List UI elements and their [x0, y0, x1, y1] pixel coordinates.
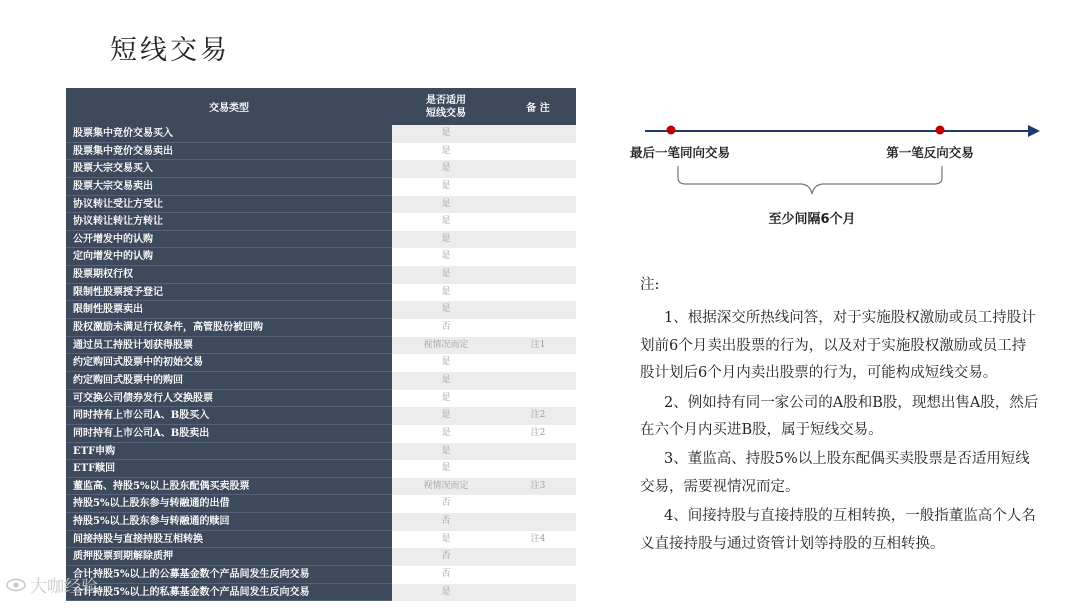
row-type-cell: 股权激励未满足行权条件，高管股份被回购	[66, 319, 392, 337]
table-row	[66, 425, 576, 443]
row-note-cell: 注2	[500, 407, 576, 425]
row-applies-cell: 是	[441, 463, 451, 474]
watermark-text: 大咖经验	[30, 577, 98, 597]
row-type-cell: 质押股票到期解除质押	[66, 548, 392, 566]
note-item-4: 4、间接持股与直接持股的互相转换，一般指董监高个人名义直接持股与通过资管计划等持股的互相转换。	[640, 508, 1036, 552]
table-row	[66, 548, 576, 566]
row-applies-cell: 否	[441, 498, 451, 509]
row-note-cell	[500, 390, 576, 408]
table-row	[66, 178, 576, 196]
row-applies-cell: 是	[441, 216, 451, 227]
row-type-cell: 限制性股票授予登记	[66, 284, 392, 302]
row-applies-cell: 是	[441, 286, 451, 297]
table-row	[66, 319, 576, 337]
table-row	[66, 143, 576, 161]
table-row	[66, 301, 576, 319]
row-note-cell: 注4	[530, 533, 546, 544]
row-type-cell: 股票大宗交易卖出	[66, 178, 392, 196]
table-row	[66, 337, 576, 355]
row-note-cell	[500, 354, 576, 372]
header-applies-line2: 短线交易	[426, 107, 466, 119]
row-type-cell: 同时持有上市公司A、B股卖出	[66, 425, 392, 443]
row-type-cell: 公开增发中的认购	[66, 231, 392, 249]
row-applies-cell: 是	[392, 160, 500, 178]
row-type-cell: 股票集中竞价交易卖出	[66, 143, 392, 161]
row-applies-cell: 是	[441, 533, 451, 544]
row-note-cell	[500, 319, 576, 337]
row-note-cell	[500, 231, 576, 249]
row-applies-cell: 是	[392, 196, 500, 214]
table-row	[66, 566, 576, 584]
row-type-cell: 合计持股5%以上的私募基金数个产品间发生反向交易	[66, 584, 392, 602]
row-type-cell: 约定购回式股票中的初始交易	[66, 354, 392, 372]
row-note-cell	[500, 460, 576, 478]
row-type-cell: 合计持股5%以上的公募基金数个产品间发生反向交易	[66, 566, 392, 584]
row-type-cell: ETF申购	[66, 443, 392, 461]
row-applies-cell: 视情况而定	[392, 478, 500, 496]
row-note-cell	[500, 495, 576, 513]
row-type-cell: 股票大宗交易买入	[66, 160, 392, 178]
watermark	[6, 572, 98, 597]
table-row	[66, 407, 576, 425]
row-note-cell	[500, 443, 576, 461]
timeline-diagram	[600, 100, 1060, 240]
row-applies-cell: 是	[392, 301, 500, 319]
left-event-label: 最后一笔同向交易	[629, 145, 731, 160]
row-note-cell	[500, 566, 576, 584]
row-type-cell: 协议转让受让方受让	[66, 196, 392, 214]
table-row	[66, 443, 576, 461]
table-row	[66, 513, 576, 531]
row-applies-cell: 是	[392, 443, 500, 461]
row-note-cell	[500, 160, 576, 178]
note-item-1: 1、根据深交所热线问答，对于实施股权激励或员工持股计划前6个月卖出股票的行为，以及对于实施股权激励或员工持股计划后6个月内卖出股票的行为，可能构成短线交易。	[640, 310, 1036, 382]
eye-icon	[6, 578, 26, 592]
trade-type-table	[66, 88, 576, 601]
table-row	[66, 372, 576, 390]
row-type-cell: 通过员工持股计划获得股票	[66, 337, 392, 355]
row-note-cell: 注3	[500, 478, 576, 496]
row-type-cell: 限制性股票卖出	[66, 301, 392, 319]
row-type-cell: 股票期权行权	[66, 266, 392, 284]
table-row	[66, 284, 576, 302]
row-note-cell	[500, 513, 576, 531]
table-row	[66, 125, 576, 143]
row-note-cell	[500, 248, 576, 266]
table-header	[66, 88, 576, 125]
row-note-cell	[500, 584, 576, 602]
row-type-cell: 可交换公司债券发行人交换股票	[66, 390, 392, 408]
row-applies-cell: 否	[441, 569, 451, 580]
header-applies	[392, 88, 500, 125]
row-note-cell	[500, 301, 576, 319]
row-applies-cell: 视情况而定	[392, 337, 500, 355]
timeline-arrow-icon	[1028, 125, 1040, 137]
row-type-cell: 间接持股与直接持股互相转换	[66, 531, 392, 549]
row-applies-cell: 是	[441, 427, 451, 438]
note-item-3: 3、董监高、持股5%以上股东配偶买卖股票是否适用短线交易，需要视情况而定。	[640, 451, 1030, 495]
header-applies-line1: 是否适用	[426, 94, 466, 106]
table-row	[66, 478, 576, 496]
row-type-cell: ETF赎回	[66, 460, 392, 478]
row-applies-cell: 是	[441, 251, 451, 262]
row-applies-cell: 是	[392, 266, 500, 284]
row-applies-cell: 是	[441, 357, 451, 368]
row-note-cell	[500, 125, 576, 143]
row-note-cell	[500, 284, 576, 302]
row-applies-cell: 是	[392, 584, 500, 602]
table-row	[66, 390, 576, 408]
row-applies-cell: 是	[392, 125, 500, 143]
table-row	[66, 460, 576, 478]
table-row	[66, 231, 576, 249]
row-applies-cell: 是	[392, 407, 500, 425]
row-type-cell: 定向增发中的认购	[66, 248, 392, 266]
table-row	[66, 196, 576, 214]
row-note-cell	[500, 548, 576, 566]
row-applies-cell: 是	[441, 180, 451, 191]
row-type-cell: 持股5%以上股东参与转融通的出借	[66, 495, 392, 513]
header-type: 交易类型	[209, 103, 249, 114]
row-type-cell: 协议转让转让方转让	[66, 213, 392, 231]
note-item-2: 2、例如持有同一家公司的A股和B股，现想出售A股，然后在六个月内买进B股，属于短线交易。	[640, 394, 1039, 439]
row-note-cell	[500, 196, 576, 214]
row-note-cell	[500, 178, 576, 196]
notes-heading: 注:	[640, 277, 660, 293]
table-row	[66, 266, 576, 284]
right-event-label: 第一笔反向交易	[886, 145, 974, 160]
row-note-cell	[500, 143, 576, 161]
table-row	[66, 354, 576, 372]
row-note-cell	[500, 213, 576, 231]
table-row	[66, 495, 576, 513]
row-note-cell	[500, 372, 576, 390]
right-event-dot	[936, 126, 945, 135]
row-note-cell	[500, 266, 576, 284]
row-applies-cell: 是	[441, 145, 451, 156]
row-note-cell: 注1	[500, 337, 576, 355]
row-type-cell: 同时持有上市公司A、B股买入	[66, 407, 392, 425]
header-note: 备 注	[526, 103, 550, 114]
row-applies-cell: 是	[441, 392, 451, 403]
table-row	[66, 160, 576, 178]
interval-brace	[678, 166, 942, 194]
row-type-cell: 董监高、持股5%以上股东配偶买卖股票	[66, 478, 392, 496]
row-type-cell: 持股5%以上股东参与转融通的赎回	[66, 513, 392, 531]
row-type-cell: 股票集中竞价交易买入	[66, 125, 392, 143]
row-applies-cell: 否	[392, 548, 500, 566]
page-title: 短线交易	[110, 35, 230, 66]
row-note-cell: 注2	[530, 427, 546, 438]
left-event-dot	[667, 126, 676, 135]
table-row	[66, 584, 576, 602]
interval-label: 至少间隔6个月	[768, 212, 856, 227]
row-applies-cell: 否	[441, 322, 451, 333]
row-applies-cell: 是	[392, 231, 500, 249]
row-type-cell: 约定购回式股票中的购回	[66, 372, 392, 390]
table-body	[66, 125, 576, 601]
notes-section	[640, 272, 1040, 558]
table-row	[66, 213, 576, 231]
row-applies-cell: 否	[392, 513, 500, 531]
table-row	[66, 248, 576, 266]
table-row	[66, 531, 576, 549]
row-applies-cell: 是	[392, 372, 500, 390]
